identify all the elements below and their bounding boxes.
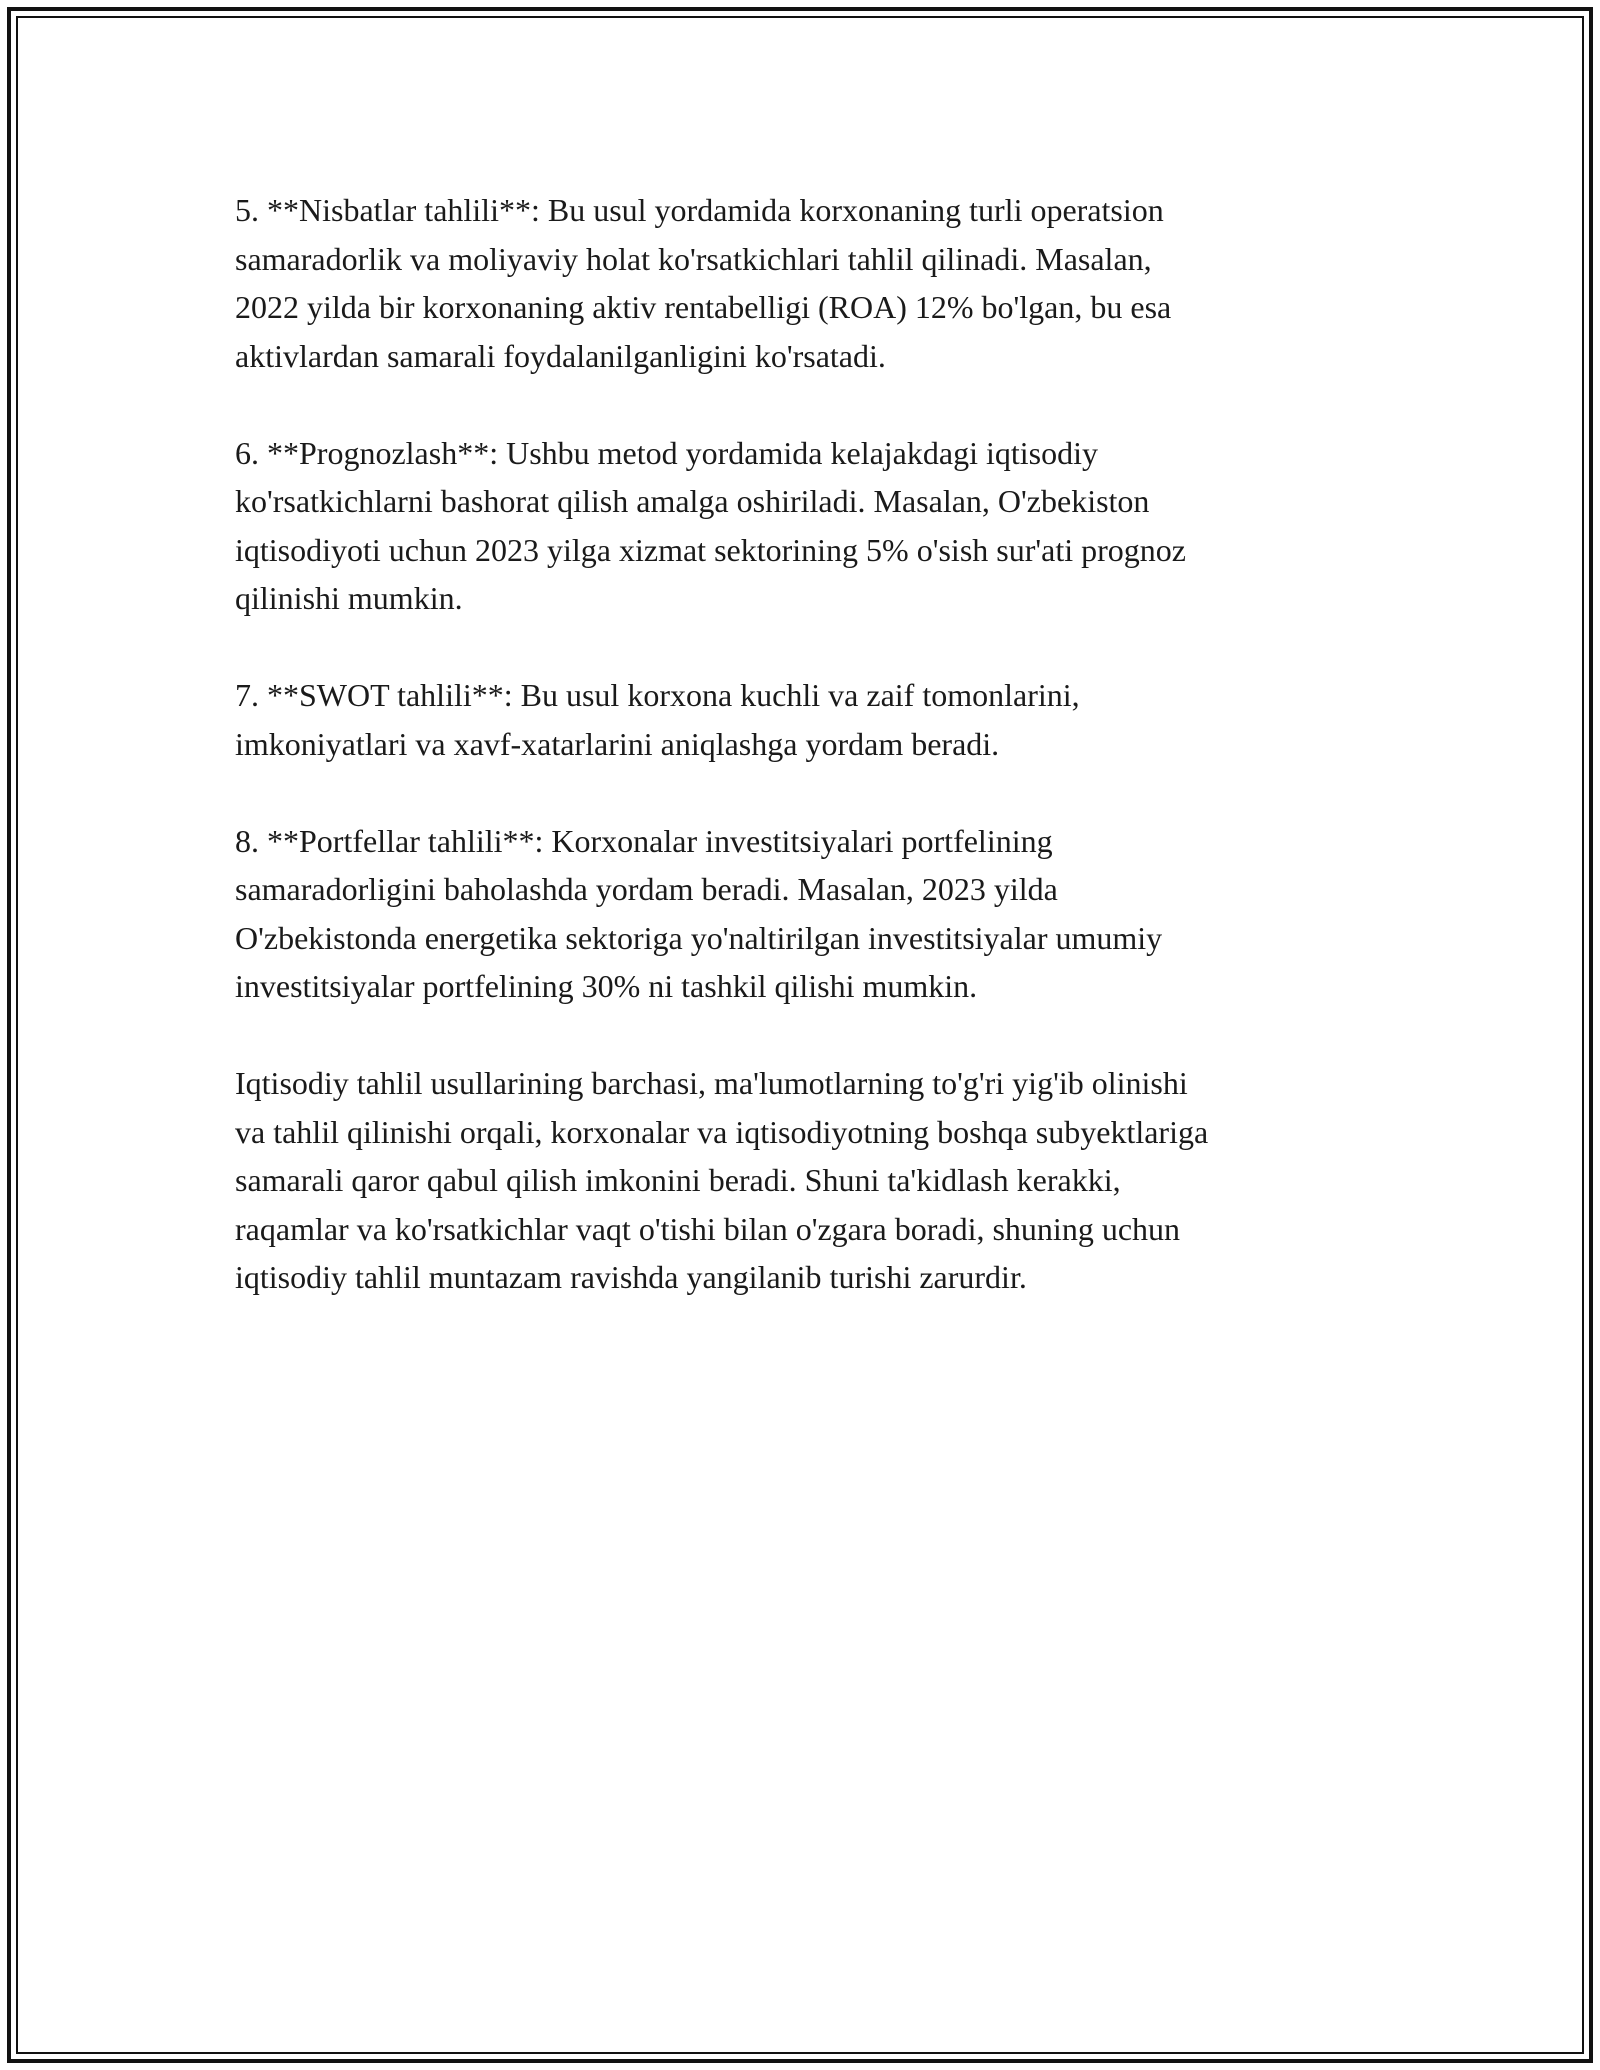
paragraph-swot-analysis: 7. **SWOT tahlili**: Bu usul korxona kuchli va zaif tomonlarini, imkoniyatlari va xavf-xatarlarini aniqlashga yordam beradi. xyxy=(235,677,1080,762)
document-body xyxy=(235,186,1375,1350)
paragraph-conclusion: Iqtisodiy tahlil usullarining barchasi, ma'lumotlarning to'g'ri yig'ib olinishi va tahlil qilinishi orqali, korxonalar va iqtisodiyotning boshqa subyektlariga samarali qaror qabul qilish imkonini beradi. Shuni ta'kidlash kerakki, raqamlar va ko'rsatkichlar vaqt o'tishi bilan o'zgara boradi, shuning uchun iqtisodiy tahlil muntazam ravishda yangilanib turishi zarurdir. xyxy=(235,1065,1209,1295)
paragraph-ratio-analysis: 5. **Nisbatlar tahlili**: Bu usul yordamida korxonaning turli operatsion samaradorlik va moliyaviy holat ko'rsatkichlari tahlil qilinadi. Masalan, 2022 yilda bir korxonaning aktiv rentabelligi (ROA) 12% bo'lgan, bu esa aktivlardan samarali foydalanilganligini ko'rsatadi. xyxy=(235,192,1172,374)
paragraph-portfolio-analysis: 8. **Portfellar tahlili**: Korxonalar investitsiyalari portfelining samaradorligini baholashda yordam beradi. Masalan, 2023 yilda O'zbekistonda energetika sektoriga yo'naltirilgan investitsiyalar umumiy investitsiyalar portfelining 30% ni tashkil qilishi mumkin. xyxy=(235,822,1163,1004)
paragraph-forecasting: 6. **Prognozlash**: Ushbu metod yordamida kelajakdagi iqtisodiy ko'rsatkichlarni bashorat qilish amalga oshiriladi. Masalan, O'zbekiston iqtisodiyoti uchun 2023 yilga xizmat sektorining 5% o'sish sur'ati prognoz qilinishi mumkin. xyxy=(235,434,1186,616)
